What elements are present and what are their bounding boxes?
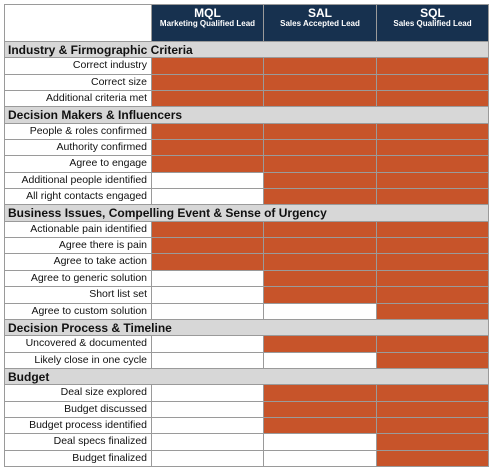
stage-cell-sal [264, 304, 377, 320]
stage-cell-mql [152, 156, 264, 172]
stage-cell-mql [152, 451, 264, 467]
stage-cell-sql [377, 304, 489, 320]
stage-cell-sql [377, 91, 489, 107]
criteria-label: Actionable pain identified [5, 222, 152, 238]
stage-cell-mql [152, 140, 264, 156]
stage-cell-sql [377, 418, 489, 434]
criteria-label: Budget process identified [5, 418, 152, 434]
stage-cell-sql [377, 124, 489, 140]
lead-qualification-table [4, 4, 489, 467]
stage-cell-sal [264, 402, 377, 418]
stage-cell-mql [152, 238, 264, 254]
stage-cell-sal [264, 91, 377, 107]
stage-cell-sal [264, 271, 377, 287]
stage-cell-mql [152, 434, 264, 450]
stage-cell-mql [152, 418, 264, 434]
stage-cell-sql [377, 434, 489, 450]
criteria-label: Budget discussed [5, 402, 152, 418]
stage-cell-mql [152, 336, 264, 352]
stage-cell-sal [264, 222, 377, 238]
header-sql-name: Sales Qualified Lead [393, 19, 472, 28]
header-sal-name: Sales Accepted Lead [280, 19, 360, 28]
criteria-label: Agree to generic solution [5, 271, 152, 287]
stage-cell-sal [264, 140, 377, 156]
header-sal [264, 5, 377, 42]
criteria-label: Deal specs finalized [5, 434, 152, 450]
stage-cell-sql [377, 271, 489, 287]
stage-cell-sql [377, 140, 489, 156]
criteria-label: Deal size explored [5, 385, 152, 401]
stage-cell-mql [152, 271, 264, 287]
stage-cell-sal [264, 173, 377, 189]
stage-cell-sal [264, 434, 377, 450]
stage-cell-sal [264, 124, 377, 140]
stage-cell-sql [377, 254, 489, 270]
criteria-label: Likely close in one cycle [5, 353, 152, 369]
stage-cell-sql [377, 173, 489, 189]
stage-cell-sql [377, 58, 489, 74]
criteria-label: Uncovered & documented [5, 336, 152, 352]
header-sal-code: SAL [308, 6, 332, 20]
stage-cell-mql [152, 75, 264, 91]
stage-cell-sql [377, 385, 489, 401]
stage-cell-sal [264, 418, 377, 434]
header-sql-code: SQL [420, 6, 445, 20]
stage-cell-sal [264, 287, 377, 303]
header-blank-cell [5, 5, 152, 42]
criteria-label: Agree to custom solution [5, 304, 152, 320]
header-mql-name: Marketing Qualified Lead [159, 19, 256, 28]
criteria-label: Authority confirmed [5, 140, 152, 156]
stage-cell-sql [377, 156, 489, 172]
criteria-label: Correct size [5, 75, 152, 91]
stage-cell-mql [152, 58, 264, 74]
stage-cell-mql [152, 124, 264, 140]
criteria-label: Additional criteria met [5, 91, 152, 107]
stage-cell-mql [152, 287, 264, 303]
stage-cell-sql [377, 287, 489, 303]
stage-cell-mql [152, 189, 264, 205]
stage-cell-sal [264, 385, 377, 401]
criteria-label: Short list set [5, 287, 152, 303]
criteria-label: Agree to take action [5, 254, 152, 270]
criteria-label: Correct industry [5, 58, 152, 74]
stage-cell-sal [264, 451, 377, 467]
stage-cell-sal [264, 336, 377, 352]
section-header: Decision Makers & Influencers [5, 107, 489, 123]
section-header: Decision Process & Timeline [5, 320, 489, 336]
stage-cell-sql [377, 402, 489, 418]
header-mql [152, 5, 264, 42]
stage-cell-sql [377, 353, 489, 369]
stage-cell-mql [152, 385, 264, 401]
criteria-label: Additional people identified [5, 173, 152, 189]
section-header: Industry & Firmographic Criteria [5, 42, 489, 58]
stage-cell-sal [264, 238, 377, 254]
stage-cell-sql [377, 336, 489, 352]
stage-cell-mql [152, 91, 264, 107]
criteria-label: Agree to engage [5, 156, 152, 172]
stage-cell-mql [152, 173, 264, 189]
stage-cell-mql [152, 222, 264, 238]
header-mql-code: MQL [194, 6, 221, 20]
stage-cell-sql [377, 189, 489, 205]
section-header: Business Issues, Compelling Event & Sense of Urgency [5, 205, 489, 221]
stage-cell-sal [264, 58, 377, 74]
stage-cell-sal [264, 254, 377, 270]
stage-cell-sql [377, 75, 489, 91]
criteria-label: People & roles confirmed [5, 124, 152, 140]
stage-cell-sql [377, 238, 489, 254]
stage-cell-sal [264, 189, 377, 205]
stage-cell-sal [264, 156, 377, 172]
stage-cell-mql [152, 304, 264, 320]
header-sql [377, 5, 489, 42]
criteria-label: All right contacts engaged [5, 189, 152, 205]
stage-cell-sal [264, 75, 377, 91]
criteria-label: Agree there is pain [5, 238, 152, 254]
section-header: Budget [5, 369, 489, 385]
stage-cell-mql [152, 353, 264, 369]
stage-cell-sal [264, 353, 377, 369]
criteria-label: Budget finalized [5, 451, 152, 467]
stage-cell-mql [152, 254, 264, 270]
stage-cell-sql [377, 222, 489, 238]
stage-cell-mql [152, 402, 264, 418]
stage-cell-sql [377, 451, 489, 467]
